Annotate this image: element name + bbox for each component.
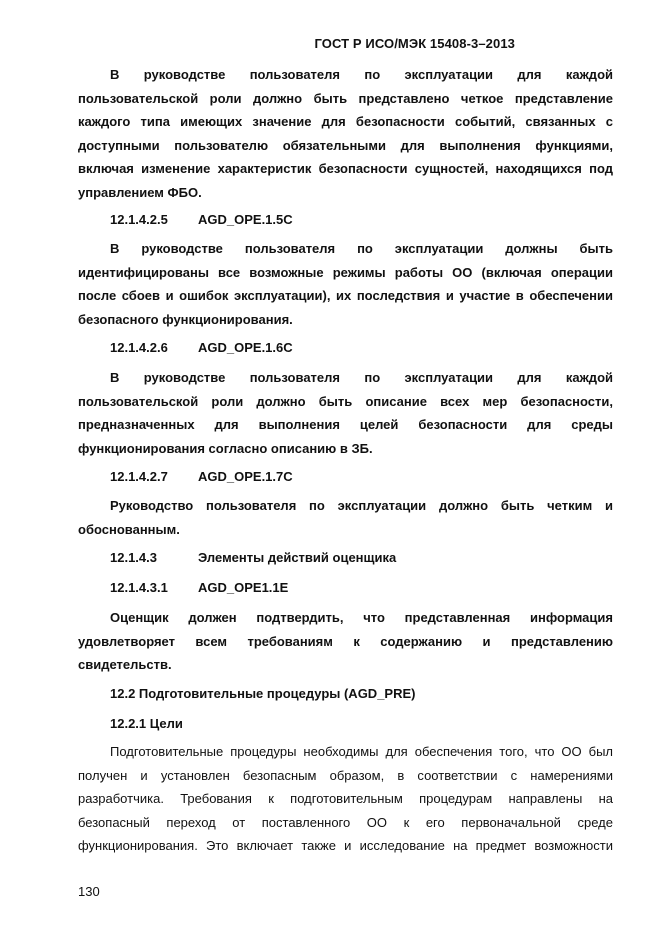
text-line: функционирования. Это включает также и исследование на предмет возможности [78,838,613,853]
paragraph-evaluator-confirm [78,606,613,677]
document-code-header: ГОСТ Р ИСО/МЭК 15408-3–2013 [314,36,515,51]
paragraph-preparative-procedures [78,740,613,858]
section-heading-12-1-4-3 [110,550,396,565]
text-line: предназначенных для выполнения целей безопасности для среды [78,417,613,432]
text-line: доступными пользователю обязательными для выполнения функциями, [78,137,613,153]
text-line: Оценщик должен подтвердить, что представленная информация [110,610,613,625]
section-heading-12-1-4-2-6 [110,340,293,355]
text-line: разработчика. Требования к подготовительным процедурам направлены на [78,791,613,806]
text-line: В руководстве пользователя по эксплуатации должны быть [110,241,613,256]
section-title: AGD_OPE1.1E [198,580,289,595]
page-number: 130 [78,884,100,899]
text-line: безопасный переход от поставленного ОО к его первоначальной среде [78,814,613,830]
section-title: Элементы действий оценщика [198,550,397,565]
section-number: 12.1.4.2.6 [110,340,168,355]
section-heading-12-2: 12.2 Подготовительные процедуры (AGD_PRE) [110,686,416,701]
text-line: после сбоев и ошибок эксплуатации), их последствия и участие в обеспечении [78,288,613,303]
section-title: AGD_OPE.1.5C [198,212,293,227]
section-number: 12.1.4.2.7 [110,469,168,484]
section-heading-12-1-4-2-5 [110,212,293,227]
section-number: 12.1.4.3 [110,550,157,565]
text-line: Руководство пользователя по эксплуатации должно быть четким и [110,498,613,513]
text-line: функционирования согласно описанию в ЗБ. [78,440,373,456]
text-line: включая изменение характеристик безопасности сущностей, находящихся под [78,161,613,176]
text-line: каждого типа имеющих значение для безопасности событий, связанных с [78,114,613,129]
section-number: 12.1.4.3.1 [110,580,168,595]
text-line: безопасного функционирования. [78,311,293,327]
text-line: Подготовительные процедуры необходимы для обеспечения того, что ОО был [110,744,613,759]
text-line: идентифицированы все возможные режимы работы ОО (включая операции [78,264,613,280]
text-line: В руководстве пользователя по эксплуатации для каждой [110,370,613,385]
section-title: AGD_OPE.1.7C [198,469,293,484]
text-line: управлением ФБО. [78,184,202,200]
paragraph-guidance-clarity [78,494,613,541]
section-heading-12-1-4-3-1 [110,580,288,595]
text-line: В руководстве пользователя по эксплуатации для каждой [110,67,613,82]
paragraph-operation-modes [78,237,613,331]
section-heading-12-1-4-2-7 [110,469,293,484]
text-line: удовлетворяет всем требованиям к содержанию и представлению [78,633,613,649]
text-line: пользовательской роли должно быть представлено четкое представление [78,90,613,106]
text-line: свидетельств. [78,657,172,672]
paragraph-user-roles [78,63,613,204]
text-line: пользовательской роли должно быть описание всех мер безопасности, [78,393,613,409]
text-line: обоснованным. [78,521,180,537]
section-number: 12.1.4.2.5 [110,212,168,227]
section-title: AGD_OPE.1.6C [198,340,293,355]
section-heading-12-2-1: 12.2.1 Цели [110,716,183,731]
text-line: получен и установлен безопасным образом, в соответствии с намерениями [78,767,613,783]
paragraph-security-measures [78,366,613,460]
